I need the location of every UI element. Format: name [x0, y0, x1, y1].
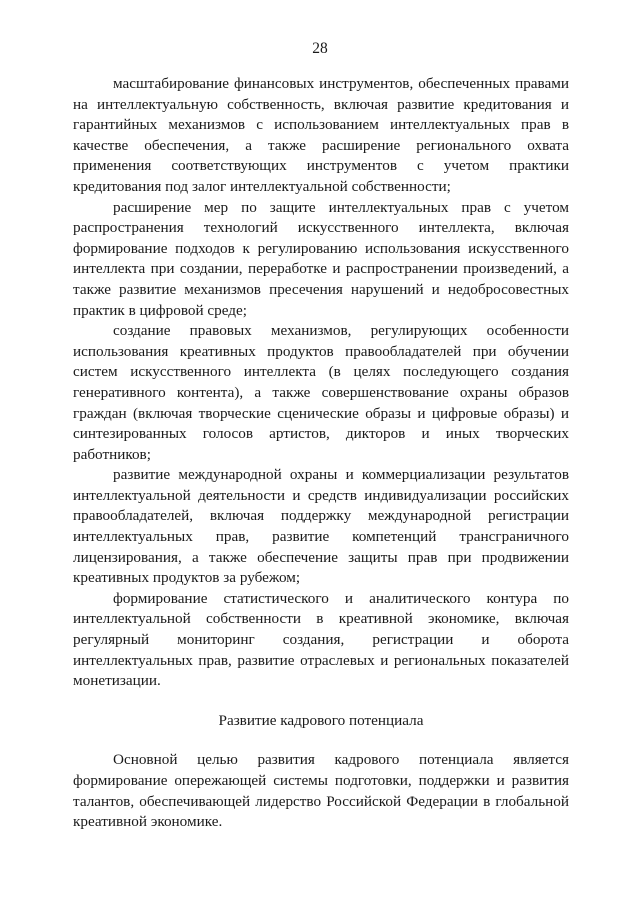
paragraph: расширение мер по защите интеллектуальных прав с учетом распространения технологий искусственного интеллекта, включая формирование подходов к регулированию использования искусственного интеллекта при создании, переработке и распространении произведений, а также развитие механизмов пресечения нарушений и недобросовестных практик в цифровой среде;	[73, 198, 569, 319]
paragraph: Основной целью развития кадрового потенциала является формирование опережающей системы подготовки, поддержки и развития талантов, обеспечивающей лидерство Российской Федерации в глобальной креативной экономике.	[73, 751, 569, 831]
page-number: 28	[312, 40, 328, 57]
document-body	[73, 74, 569, 833]
paragraph: развитие международной охраны и коммерциализации результатов интеллектуальной деятельности и средств индивидуализации российских правообладателей, включая поддержку международной регистрации интеллектуальных прав, развитие компетенций трансграничного лицензирования, а также обеспечение защиты прав при продвижении креативных продуктов за рубежом;	[73, 466, 569, 587]
paragraph: формирование статистического и аналитического контура по интеллектуальной собственности в креативной экономике, включая регулярный мониторинг создания, регистрации и оборота интеллектуальных прав, развитие отраслевых и региональных показателей монетизации.	[73, 589, 569, 690]
section-heading: Развитие кадрового потенциала	[218, 711, 424, 729]
paragraph: масштабирование финансовых инструментов, обеспеченных правами на интеллектуальную собственность, включая развитие кредитования и гарантийных механизмов с использованием интеллектуальных прав в качестве обеспечения, а также расширение регионального охвата применения соответствующих инструментов с учетом практики кредитования под залог интеллектуальной собственности;	[73, 75, 569, 195]
paragraph: создание правовых механизмов, регулирующих особенности использования креативных продуктов правообладателей при обучении систем искусственного интеллекта (в целях последующего создания генеративного контента), а также совершенствование охраны образов граждан (включая творческие сценические образы и цифровые образы) и синтезированных голосов артистов, дикторов и иных творческих работников;	[73, 322, 569, 463]
